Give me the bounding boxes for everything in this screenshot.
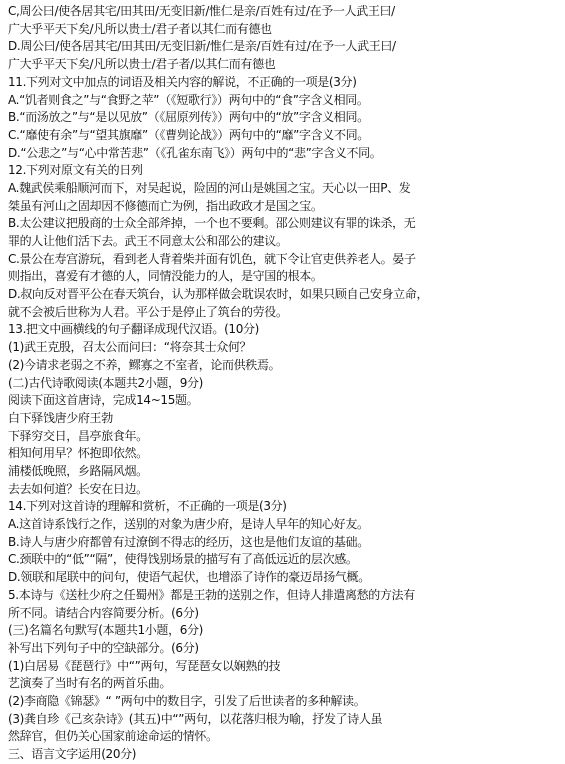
- opt-d-line2: 广大乎平天下矣/凡所以贵士/君子者/以其仁而有德也: [8, 57, 276, 72]
- section-2-instruction: 阅读下面这首唐诗，完成14~15题。: [8, 393, 199, 408]
- q12-stem: 12.下列对原文有关的日列: [8, 163, 143, 178]
- poem-line-2: 相知何用早？怀抱即依然。: [8, 446, 148, 461]
- q14-option-a: A.这首诗系饯行之作，送别的对象为唐少府，是诗人早年的知心好友。: [8, 517, 369, 531]
- part-3-heading: 三、语言文字运用(20分): [8, 747, 137, 761]
- opt-c-line1: C,周公曰/使各居其宅/田其田/无变旧新/惟仁是亲/百姓有过/在予一人武王曰/: [8, 4, 395, 18]
- q11-stem: 11.下列对文中加点的词语及相关内容的解说，不正确的一项是(3分): [8, 74, 357, 89]
- q14-option-d: D.领联和尾联中的问句，使语气起伏，也增添了诗作的豪迈昂扬气概。: [8, 570, 370, 585]
- q12-option-a-line2: 桀虽有河山之固却因不修德而亡为例，指出政政才是国之宝。: [8, 198, 323, 213]
- q12-option-d-line1: D.叔向反对晋平公在春天筑台，认为那样做会耽误农时，如果只顾自己安身立命，: [8, 287, 429, 301]
- q11-option-a: A.“饥者则食之”与“食野之苹”（《短歌行》）两句中的“食”字含义相同。: [8, 92, 369, 107]
- q14-option-b: B.诗人与唐少府都曾有过潦倒不得志的经历，这也是他们友谊的基础。: [8, 534, 369, 549]
- poem-title: 白下驿饯唐少府王勃: [8, 410, 113, 425]
- q16-item-3-line1: (3)龚自珍《己亥杂诗》(其五)中“”两句，以花落归根为喻，抒发了诗人虽: [8, 711, 383, 726]
- q13-item-1: (1)武王克殷，召太公而问曰：“将奈其士众何？: [8, 340, 252, 355]
- q13-item-2: (2)今请求老弱之不养，鳏寡之不室者，论而供秩焉。: [8, 357, 281, 372]
- q12-option-b-line1: B.太公建议把殷商的士众全部斧掉，一个也不要剩。邵公则建议有罪的诛杀，无: [8, 216, 416, 231]
- q16-item-3-line2: 然辞官，但仍关心国家前途命运的情怀。: [8, 729, 218, 744]
- q14-option-c: C.颈联中的“低”“隔”，使得饯别场景的描写有了高低远近的层次感。: [8, 552, 358, 567]
- q12-option-c-line2: 则指出，喜爱有才德的人，同情没能力的人，是守国的根本。: [8, 269, 323, 284]
- poem-line-3: 浦楼低晚照，乡路隔风烟。: [8, 464, 148, 478]
- q12-option-d-line2: 就不会被后世称为人君。平公于是停止了筑台的劳役。: [8, 304, 288, 319]
- q16-item-1-line2: 艺演奏了当时有名的两首乐曲。: [8, 676, 172, 691]
- opt-c-line2: 广大乎平天下矣/凡所以贵士/君子者以其仁而有德也: [8, 21, 272, 36]
- q14-stem: 14.下列对这首诗的理解和赏析，不正确的一项是(3分): [8, 499, 287, 514]
- opt-d-line1: D.周公曰/使各居其宅/田其田/无变旧新/惟仁是亲/百姓有过/在予一人武王曰/: [8, 39, 396, 54]
- q15-line2: 所不同。请结合内容简要分析。(6分): [8, 605, 199, 620]
- q12-option-a-line1: A.魏武侯乘船顺河而下，对吴起说，险固的河山是姚国之宝。天心以一田P、发: [8, 180, 411, 195]
- q13-stem: 13.把文中画横线的句子翻译成现代汉语。(10分): [8, 322, 259, 337]
- section-2-heading: (二)古代诗歌阅读(本题共2小题，9分): [8, 375, 203, 390]
- q11-option-d: D.“公悲之”与“心中常苦悲”（《孔雀东南飞》）两句中的“悲”字含义不同。: [8, 145, 382, 160]
- poem-line-4: 去去如何道？长安在日边。: [8, 481, 148, 496]
- q11-option-c: C.“靡使有余”与“望其旗靡”（《曹刿论战》）两句中的“靡”字含义不同。: [8, 127, 369, 142]
- q15-line1: 5.本诗与《送杜少府之任蜀州》都是王勃的送别之作，但诗人排遣离愁的方法有: [8, 587, 415, 602]
- q16-item-1-line1: (1)白居易《琵琶行》中“”两句，写琵琶女以娴熟的技: [8, 658, 281, 673]
- q16-item-2: (2)李商隐《锦瑟》“ ”两句中的数目字，引发了后世读者的多种解读。: [8, 693, 366, 708]
- q11-option-b: B.“而汤放之”与“是以见放”（《屈原列传》）两句中的“放”字含义相同。: [8, 110, 369, 125]
- q16-stem: 补写出下列句子中的空缺部分。(6分): [8, 640, 199, 655]
- q12-option-c-line1: C.景公在寿宫游玩，看到老人背着柴并面有饥色，就下令让官吏供养老人。晏子: [8, 251, 416, 266]
- section-3-heading: (三)名篇名句默写(本题共1小题，6分): [8, 623, 203, 638]
- poem-line-1: 下驿穷交日，昌亭旅食年。: [8, 428, 148, 443]
- q12-option-b-line2: 罪的人让他们活下去。武王不同意太公和邵公的建议。: [8, 234, 288, 248]
